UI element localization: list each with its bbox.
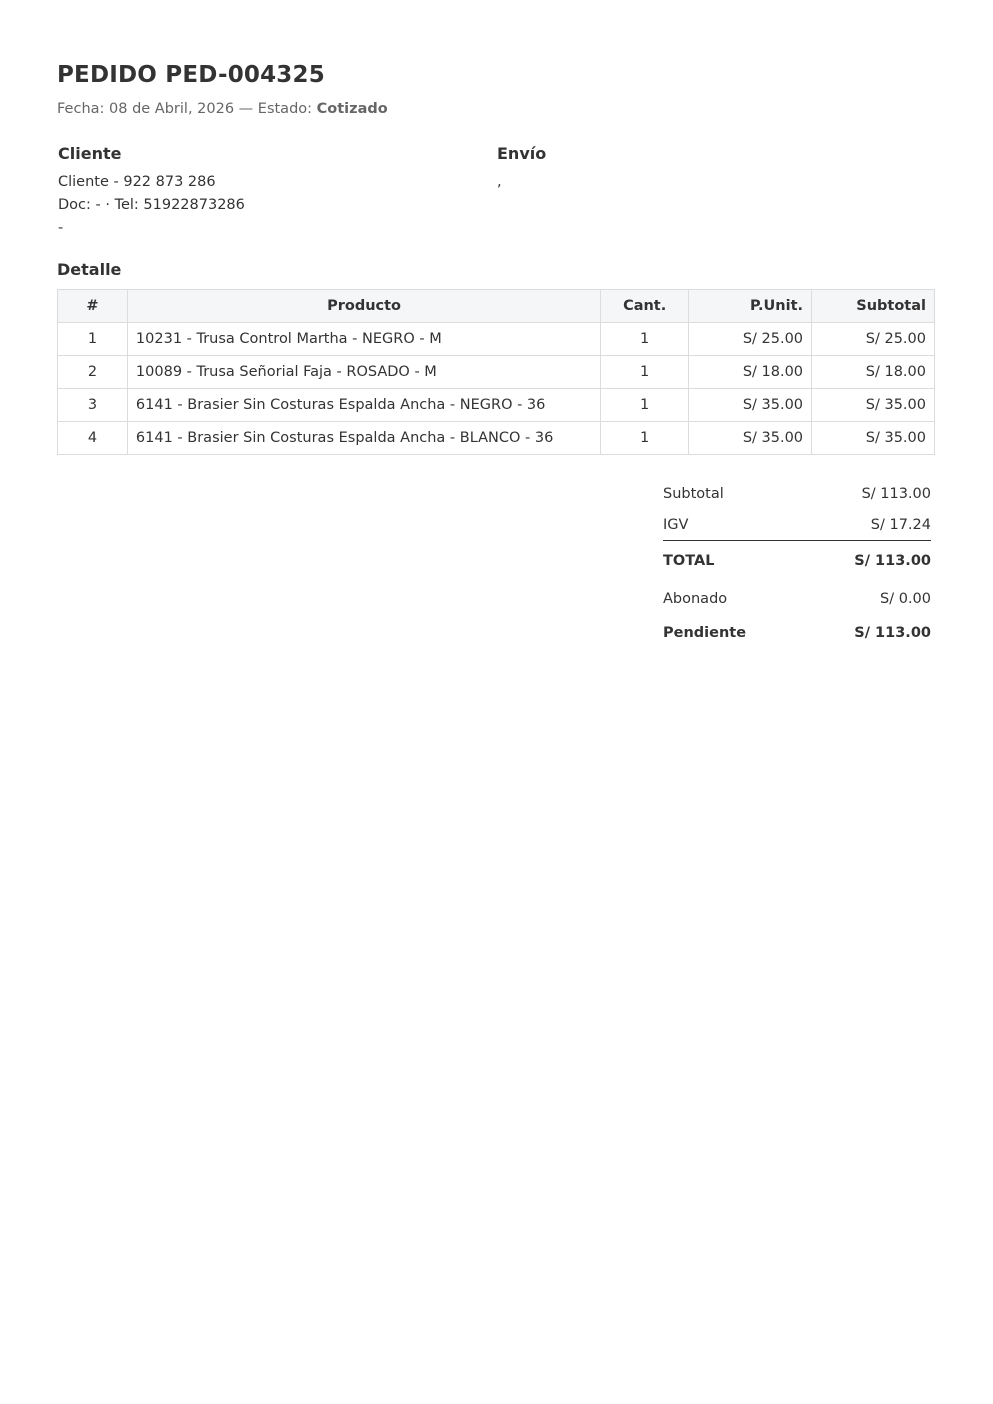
totals-igv-row: [663, 511, 933, 541]
row-number: 2: [58, 356, 128, 389]
column-header-quantity: Cant.: [601, 290, 689, 323]
order-meta: [57, 101, 388, 117]
client-doc-phone: Doc: - · Tel: 51922873286: [58, 197, 245, 213]
row-product: 6141 - Brasier Sin Costuras Espalda Ancha - NEGRO - 36: [127, 389, 600, 422]
totals-total-row: [663, 541, 933, 581]
igv-value: S/ 17.24: [800, 511, 931, 541]
totals-block: [663, 480, 933, 648]
column-header-subtotal: Subtotal: [812, 290, 935, 323]
row-number: 3: [58, 389, 128, 422]
igv-label: IGV: [663, 511, 800, 541]
client-address: -: [58, 220, 64, 236]
row-quantity: 1: [601, 422, 689, 455]
row-quantity: 1: [601, 389, 689, 422]
row-unit-price: S/ 25.00: [689, 323, 812, 356]
page-title: PEDIDO PED-004325: [57, 62, 325, 88]
row-number: 1: [58, 323, 128, 356]
client-heading: Cliente: [58, 144, 122, 163]
column-header-number: #: [58, 290, 128, 323]
row-product: 6141 - Brasier Sin Costuras Espalda Ancha - BLANCO - 36: [127, 422, 600, 455]
total-value: S/ 113.00: [854, 553, 931, 569]
column-header-unit-price: P.Unit.: [689, 290, 812, 323]
detail-heading: Detalle: [57, 260, 122, 279]
row-quantity: 1: [601, 323, 689, 356]
items-table: [57, 289, 935, 455]
paid-value: S/ 0.00: [880, 591, 931, 607]
order-date-label: Fecha: 08 de Abril, 2026 — Estado:: [57, 101, 317, 117]
table-row: [58, 422, 935, 455]
subtotal-label: Subtotal: [663, 486, 724, 502]
row-product: 10089 - Trusa Señorial Faja - ROSADO - M: [127, 356, 600, 389]
table-row: [58, 323, 935, 356]
pending-value: S/ 113.00: [854, 625, 931, 641]
total-label: TOTAL: [663, 553, 715, 569]
row-unit-price: S/ 35.00: [689, 422, 812, 455]
client-name: Cliente - 922 873 286: [58, 174, 216, 190]
table-row: [58, 389, 935, 422]
row-number: 4: [58, 422, 128, 455]
shipping-heading: Envío: [497, 144, 547, 163]
column-header-product: Producto: [127, 290, 600, 323]
row-product: 10231 - Trusa Control Martha - NEGRO - M: [127, 323, 600, 356]
row-quantity: 1: [601, 356, 689, 389]
row-subtotal: S/ 25.00: [812, 323, 935, 356]
totals-pending-row: [663, 614, 933, 648]
row-unit-price: S/ 18.00: [689, 356, 812, 389]
row-unit-price: S/ 35.00: [689, 389, 812, 422]
row-subtotal: S/ 18.00: [812, 356, 935, 389]
pending-label: Pendiente: [663, 625, 747, 641]
subtotal-value: S/ 113.00: [861, 486, 931, 502]
row-subtotal: S/ 35.00: [812, 389, 935, 422]
row-subtotal: S/ 35.00: [812, 422, 935, 455]
status-value: Cotizado: [316, 101, 388, 117]
table-header-row: [58, 290, 935, 323]
table-row: [58, 356, 935, 389]
totals-paid-row: [663, 581, 933, 614]
paid-label: Abonado: [663, 591, 728, 607]
totals-subtotal-row: [663, 480, 933, 511]
shipping-address: ,: [497, 174, 502, 190]
